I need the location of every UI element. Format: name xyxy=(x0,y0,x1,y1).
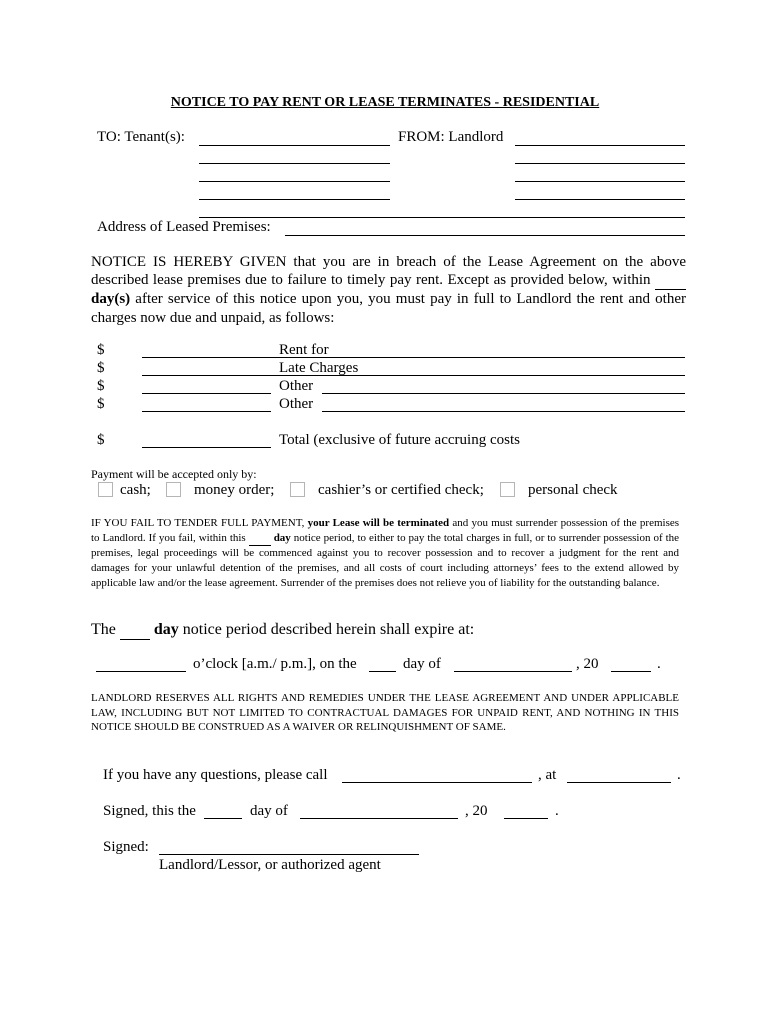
signed-year-prefix: , 20 xyxy=(465,803,488,819)
expire-period: . xyxy=(657,656,661,672)
expire-month-field[interactable] xyxy=(454,671,572,672)
signed-period: . xyxy=(555,803,559,819)
signature-label: Signed: xyxy=(103,839,149,855)
questions-period: . xyxy=(677,767,681,783)
late-charges-line[interactable] xyxy=(142,375,685,376)
tenant-field-3[interactable] xyxy=(199,181,390,182)
tenant-label: TO: Tenant(s): xyxy=(97,129,185,145)
cashiers-check-checkbox[interactable] xyxy=(290,482,305,497)
dollar-sign: $ xyxy=(97,432,105,448)
cash-checkbox[interactable] xyxy=(98,482,113,497)
address-label: Address of Leased Premises: xyxy=(97,219,271,235)
other1-description-field[interactable] xyxy=(322,393,685,394)
signed-day-of-label: day of xyxy=(250,803,288,819)
other2-label: Other xyxy=(279,396,314,412)
landlord-label: FROM: Landlord xyxy=(398,129,504,145)
expire-day-label: day xyxy=(153,621,179,638)
expire-year-prefix: , 20 xyxy=(576,656,599,672)
days-label: day(s) xyxy=(91,291,131,308)
dollar-sign: $ xyxy=(97,396,105,412)
expire-days-field[interactable] xyxy=(120,621,150,640)
time-field[interactable] xyxy=(96,671,186,672)
warning-text-1: IF YOU FAIL TO TENDER FULL PAYMENT, xyxy=(91,517,305,529)
signature-caption: Landlord/Lessor, or authorized agent xyxy=(159,857,381,873)
reserves-paragraph: LANDLORD RESERVES ALL RIGHTS AND REMEDIES UNDER THE LEASE AGREEMENT AND UNDER APPLICABLE LAW, INCLUDING BUT NOT LIMITED TO CONTRACTUAL DAMAGES FOR UNPAID RENT, AND NOTHING IN THIS NOTICE SHOULD BE CONSTRUED AS A WAIVER OR RELINQUISHMENT OF SAME. xyxy=(91,692,679,734)
payment-heading: Payment will be accepted only by: xyxy=(91,467,257,481)
tenant-field-2[interactable] xyxy=(199,163,390,164)
contact-name-field[interactable] xyxy=(342,782,532,783)
other2-description-field[interactable] xyxy=(322,411,685,412)
warning-text-3: notice period, to either to pay the total charges in full, or to surrender possession of the premises, legal proceedings will be commenced against you to recover possession and to recover a judgment for the rent and damages for your unlawful detention of the premises, and all costs of court including attorneys’ fees to the extend allowed by applicable law and/or the lease agreement. Surrender of the premises does not relieve you of liability for the outstanding balance. xyxy=(91,531,680,589)
notice-text-1: NOTICE IS HEREBY GIVEN that you are in breach of the Lease Agreement on the above described lease premises due to failure to timely pay rent. Except as provided below, within xyxy=(91,254,686,289)
signed-day-field[interactable] xyxy=(204,818,242,819)
signed-year-field[interactable] xyxy=(504,818,548,819)
notice-text-2: after service of this notice upon you, you must pay in full to Landlord the rent and other charges now due and unpaid, as follows: xyxy=(91,291,686,326)
warning-text-2: and you must surrender possession of the premises to Landlord. If you fail, within this xyxy=(91,517,680,544)
tenant-field-1[interactable] xyxy=(199,145,390,146)
signature-field[interactable] xyxy=(159,854,419,855)
personal-check-checkbox[interactable] xyxy=(500,482,515,497)
landlord-field-1[interactable] xyxy=(515,145,685,146)
cash-label: cash; xyxy=(120,482,151,498)
landlord-field-4[interactable] xyxy=(515,199,685,200)
dollar-sign: $ xyxy=(97,360,105,376)
dollar-sign: $ xyxy=(97,378,105,394)
cashiers-check-label: cashier’s or certified check; xyxy=(318,482,484,498)
money-order-label: money order; xyxy=(194,482,275,498)
late-charges-label: Late Charges xyxy=(279,360,359,376)
questions-label: If you have any questions, please call xyxy=(103,767,328,783)
tenant-field-4[interactable] xyxy=(199,199,390,200)
personal-check-label: personal check xyxy=(528,482,618,498)
dollar-sign: $ xyxy=(97,342,105,358)
signed-this-label: Signed, this the xyxy=(103,803,196,819)
warning-day-label: day xyxy=(273,531,291,544)
questions-at-label: , at xyxy=(538,767,557,783)
warning-days-field[interactable] xyxy=(249,531,271,547)
oclock-label: o’clock [a.m./ p.m.], on the xyxy=(193,656,357,672)
expire-the: The xyxy=(91,621,116,638)
warning-paragraph xyxy=(91,516,679,591)
notice-paragraph xyxy=(91,253,686,327)
contact-phone-field[interactable] xyxy=(567,782,671,783)
page-title: NOTICE TO PAY RENT OR LEASE TERMINATES - RESIDENTIAL xyxy=(170,95,600,110)
address-field-1[interactable] xyxy=(199,217,685,218)
days-field[interactable] xyxy=(655,271,686,290)
money-order-checkbox[interactable] xyxy=(166,482,181,497)
address-field-2[interactable] xyxy=(285,235,685,236)
expire-year-field[interactable] xyxy=(611,671,651,672)
total-label: Total (exclusive of future accruing costs xyxy=(279,432,520,448)
landlord-field-2[interactable] xyxy=(515,163,685,164)
expire-day-of-label: day of xyxy=(403,656,441,672)
other1-amount-field[interactable] xyxy=(142,393,271,394)
other2-amount-field[interactable] xyxy=(142,411,271,412)
expire-day-number-field[interactable] xyxy=(369,671,396,672)
rent-for-label: Rent for xyxy=(279,342,329,358)
other1-label: Other xyxy=(279,378,314,394)
signed-month-field[interactable] xyxy=(300,818,458,819)
expire-sentence xyxy=(91,621,474,640)
expire-rest: notice period described herein shall expire at: xyxy=(182,621,475,638)
lease-terminated-text: your Lease will be terminated xyxy=(307,517,450,529)
rent-amount-line[interactable] xyxy=(142,357,685,358)
landlord-field-3[interactable] xyxy=(515,181,685,182)
total-amount-field[interactable] xyxy=(142,447,271,448)
